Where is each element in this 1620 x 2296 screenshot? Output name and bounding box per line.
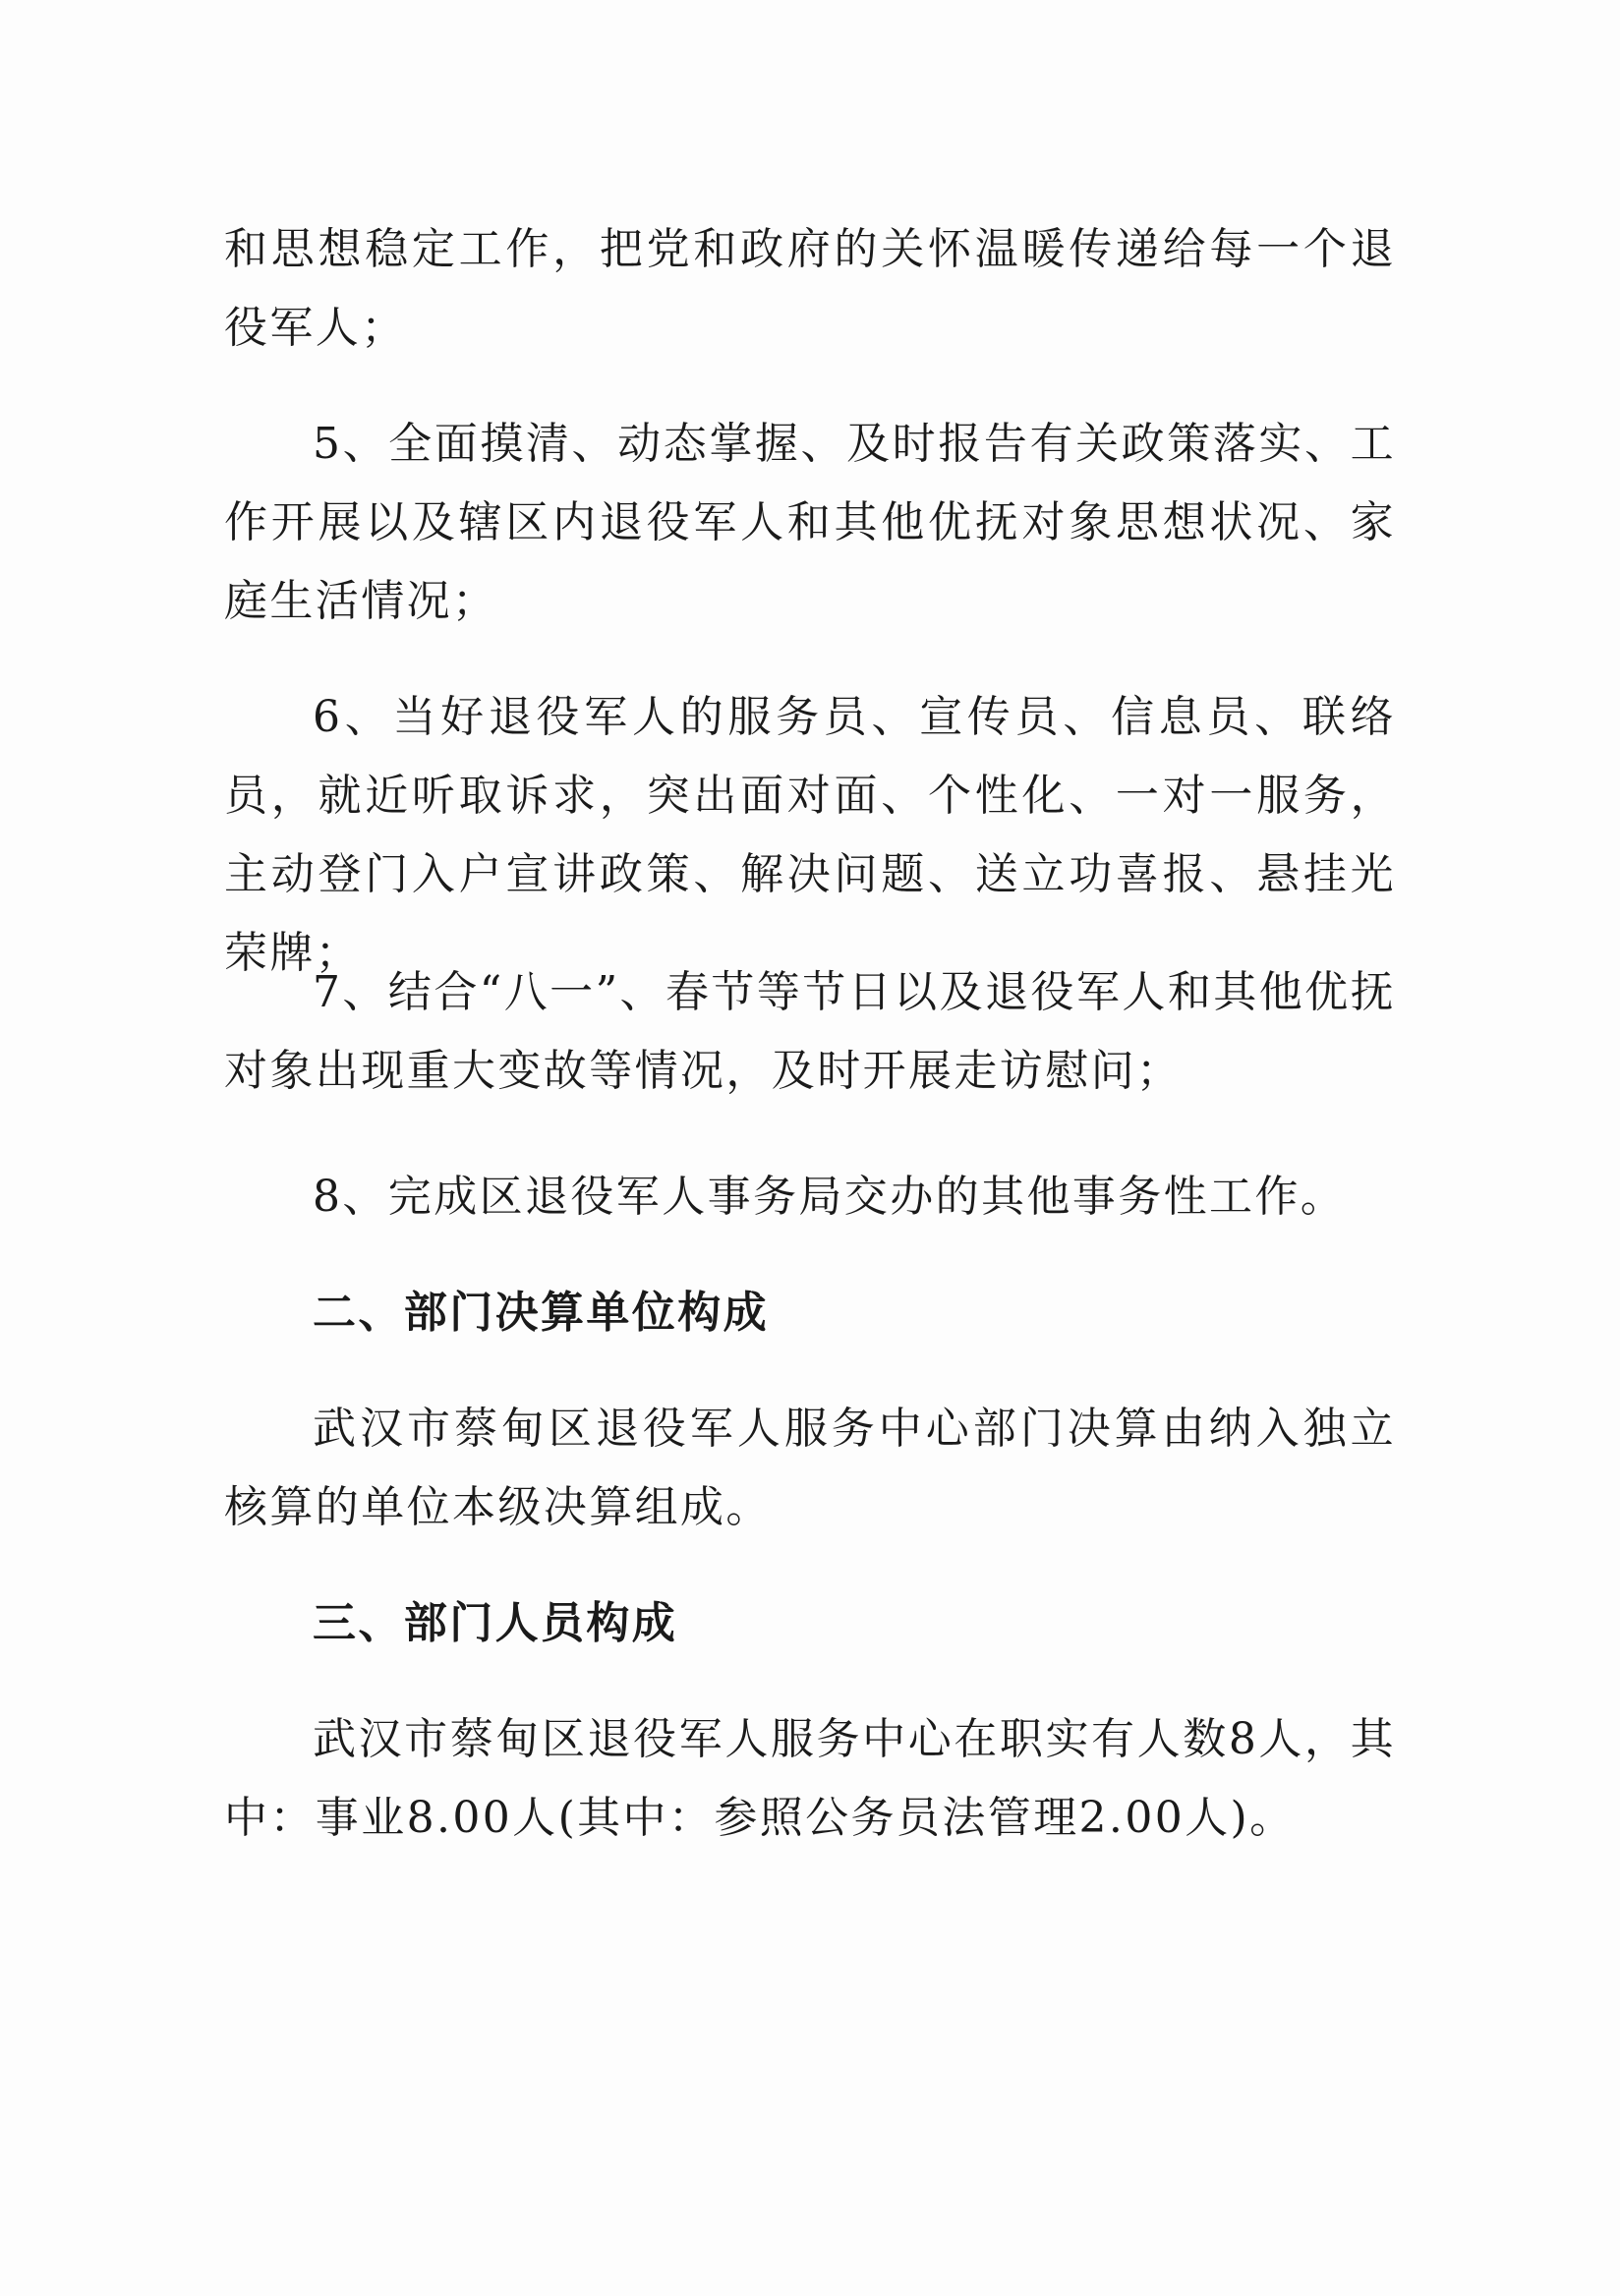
section-body-staff-composition: 武汉市蔡甸区退役军人服务中心在职实有人数8人，其中：事业8.00人(其中：参照公务员法管理2.00人)。 xyxy=(224,1714,1396,1843)
section-heading-unit-composition: 二、部门决算单位构成 xyxy=(313,1288,769,1338)
paragraph-item-8: 8、完成区退役军人事务局交办的其他事务性工作。 xyxy=(313,1172,1347,1222)
section-heading-staff-composition: 三、部门人员构成 xyxy=(313,1598,678,1648)
paragraph-continuation: 和思想稳定工作，把党和政府的关怀温暖传递给每一个退役军人； xyxy=(224,224,1396,353)
paragraph-item-5: 5、全面摸清、动态掌握、及时报告有关政策落实、工作开展以及辖区内退役军人和其他优抚对象思想状况、家庭生活情况； xyxy=(224,419,1396,626)
paragraph-item-6: 6、当好退役军人的服务员、宣传员、信息员、联络员，就近听取诉求，突出面对面、个性化、一对一服务，主动登门入户宣讲政策、解决问题、送立功喜报、悬挂光荣牌； xyxy=(224,692,1396,978)
section-body-unit-composition: 武汉市蔡甸区退役军人服务中心部门决算由纳入独立核算的单位本级决算组成。 xyxy=(224,1404,1396,1532)
paragraph-item-7: 7、结合“八一”、春节等节日以及退役军人和其他优抚对象出现重大变故等情况，及时开展走访慰问； xyxy=(224,967,1396,1096)
